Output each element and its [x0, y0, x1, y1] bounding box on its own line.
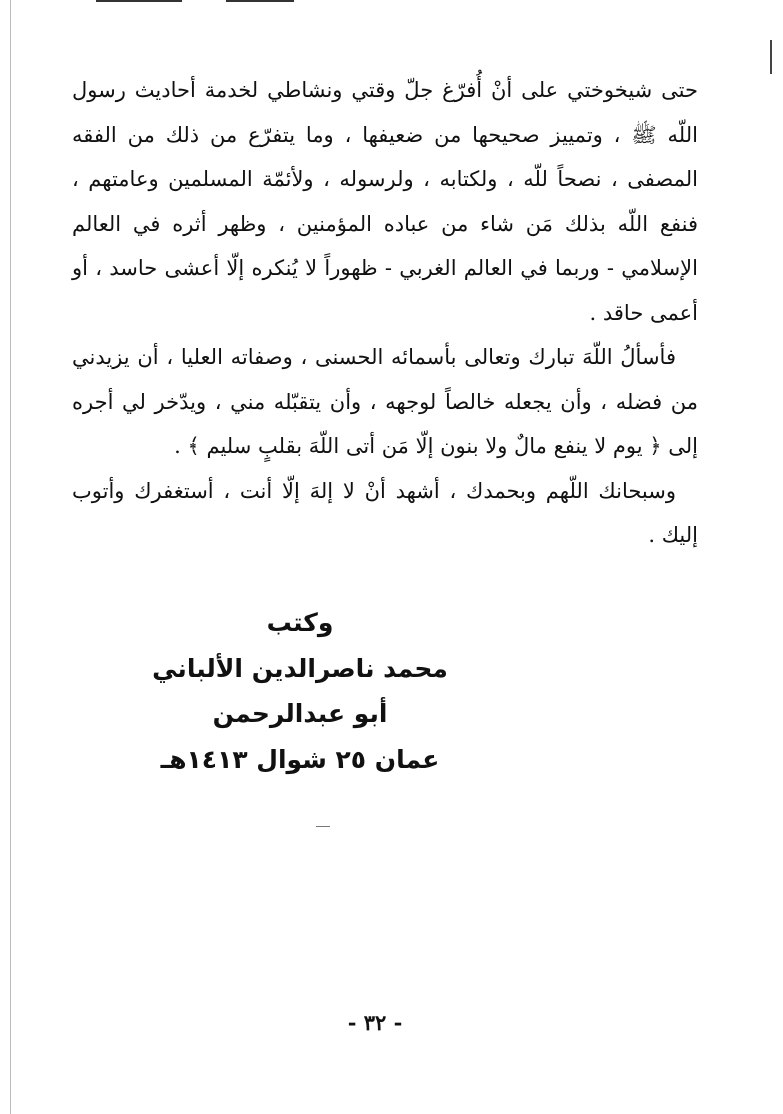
signature-kunya: أبو عبدالرحمن	[212, 699, 388, 728]
body-text	[72, 68, 698, 558]
signature-block	[40, 600, 560, 782]
scan-speck	[316, 826, 330, 827]
top-rule-right	[226, 0, 294, 2]
paragraph-3: وسبحانك اللّهم وبحمدك ، أشهد أنْ لا إلهَ إلّا أنت ، أستغفرك وأتوب إليك .	[72, 478, 698, 547]
paragraph-2: فأسألُ اللّهَ تبارك وتعالى بأسمائه الحسنى ، وصفاته العليا ، أن يزيدني من فضله ، وأن يجعله خالصاً لوجهه ، وأن يتقبّله مني ، ويدّخر لي أجره إلى ﴿ يوم لا ينفع مالٌ ولا بنون إلّا مَن أتى اللّهَ بقلبٍ سليم ﴾ .	[72, 345, 698, 458]
top-rule-left	[96, 0, 182, 2]
scan-edge-line	[10, 0, 11, 1114]
page-number: - ٣٢ -	[347, 1010, 403, 1035]
signature-wrote: وكتب	[266, 608, 334, 637]
signature-place-date: عمان ٢٥ شوال ١٤١٣هـ	[160, 744, 440, 774]
scan-margin-mark	[770, 40, 772, 74]
paragraph-1: حتى شيخوختي على أنْ أُفرّغ جلّ وقتي ونشاطي لخدمة أحاديث رسول اللّه ﷺ ، وتمييز صحيحها من ضعيفها ، وما يتفرّع من ذلك من الفقه المصفى ، نصحاً للّه ، ولكتابه ، ولرسوله ، ولأئمّة المسلمين وعامتهم ، فنفع اللّه بذلك مَن شاء من عباده المؤمنين ، وظهر أثره في العالم الإسلامي - وربما في العالم الغربي - ظهوراً لا يُنكره إلّا أعشى حاسد ، أو أعمى حاقد .	[72, 78, 698, 325]
signature-author-name: محمد ناصرالدين الألباني	[152, 653, 448, 683]
